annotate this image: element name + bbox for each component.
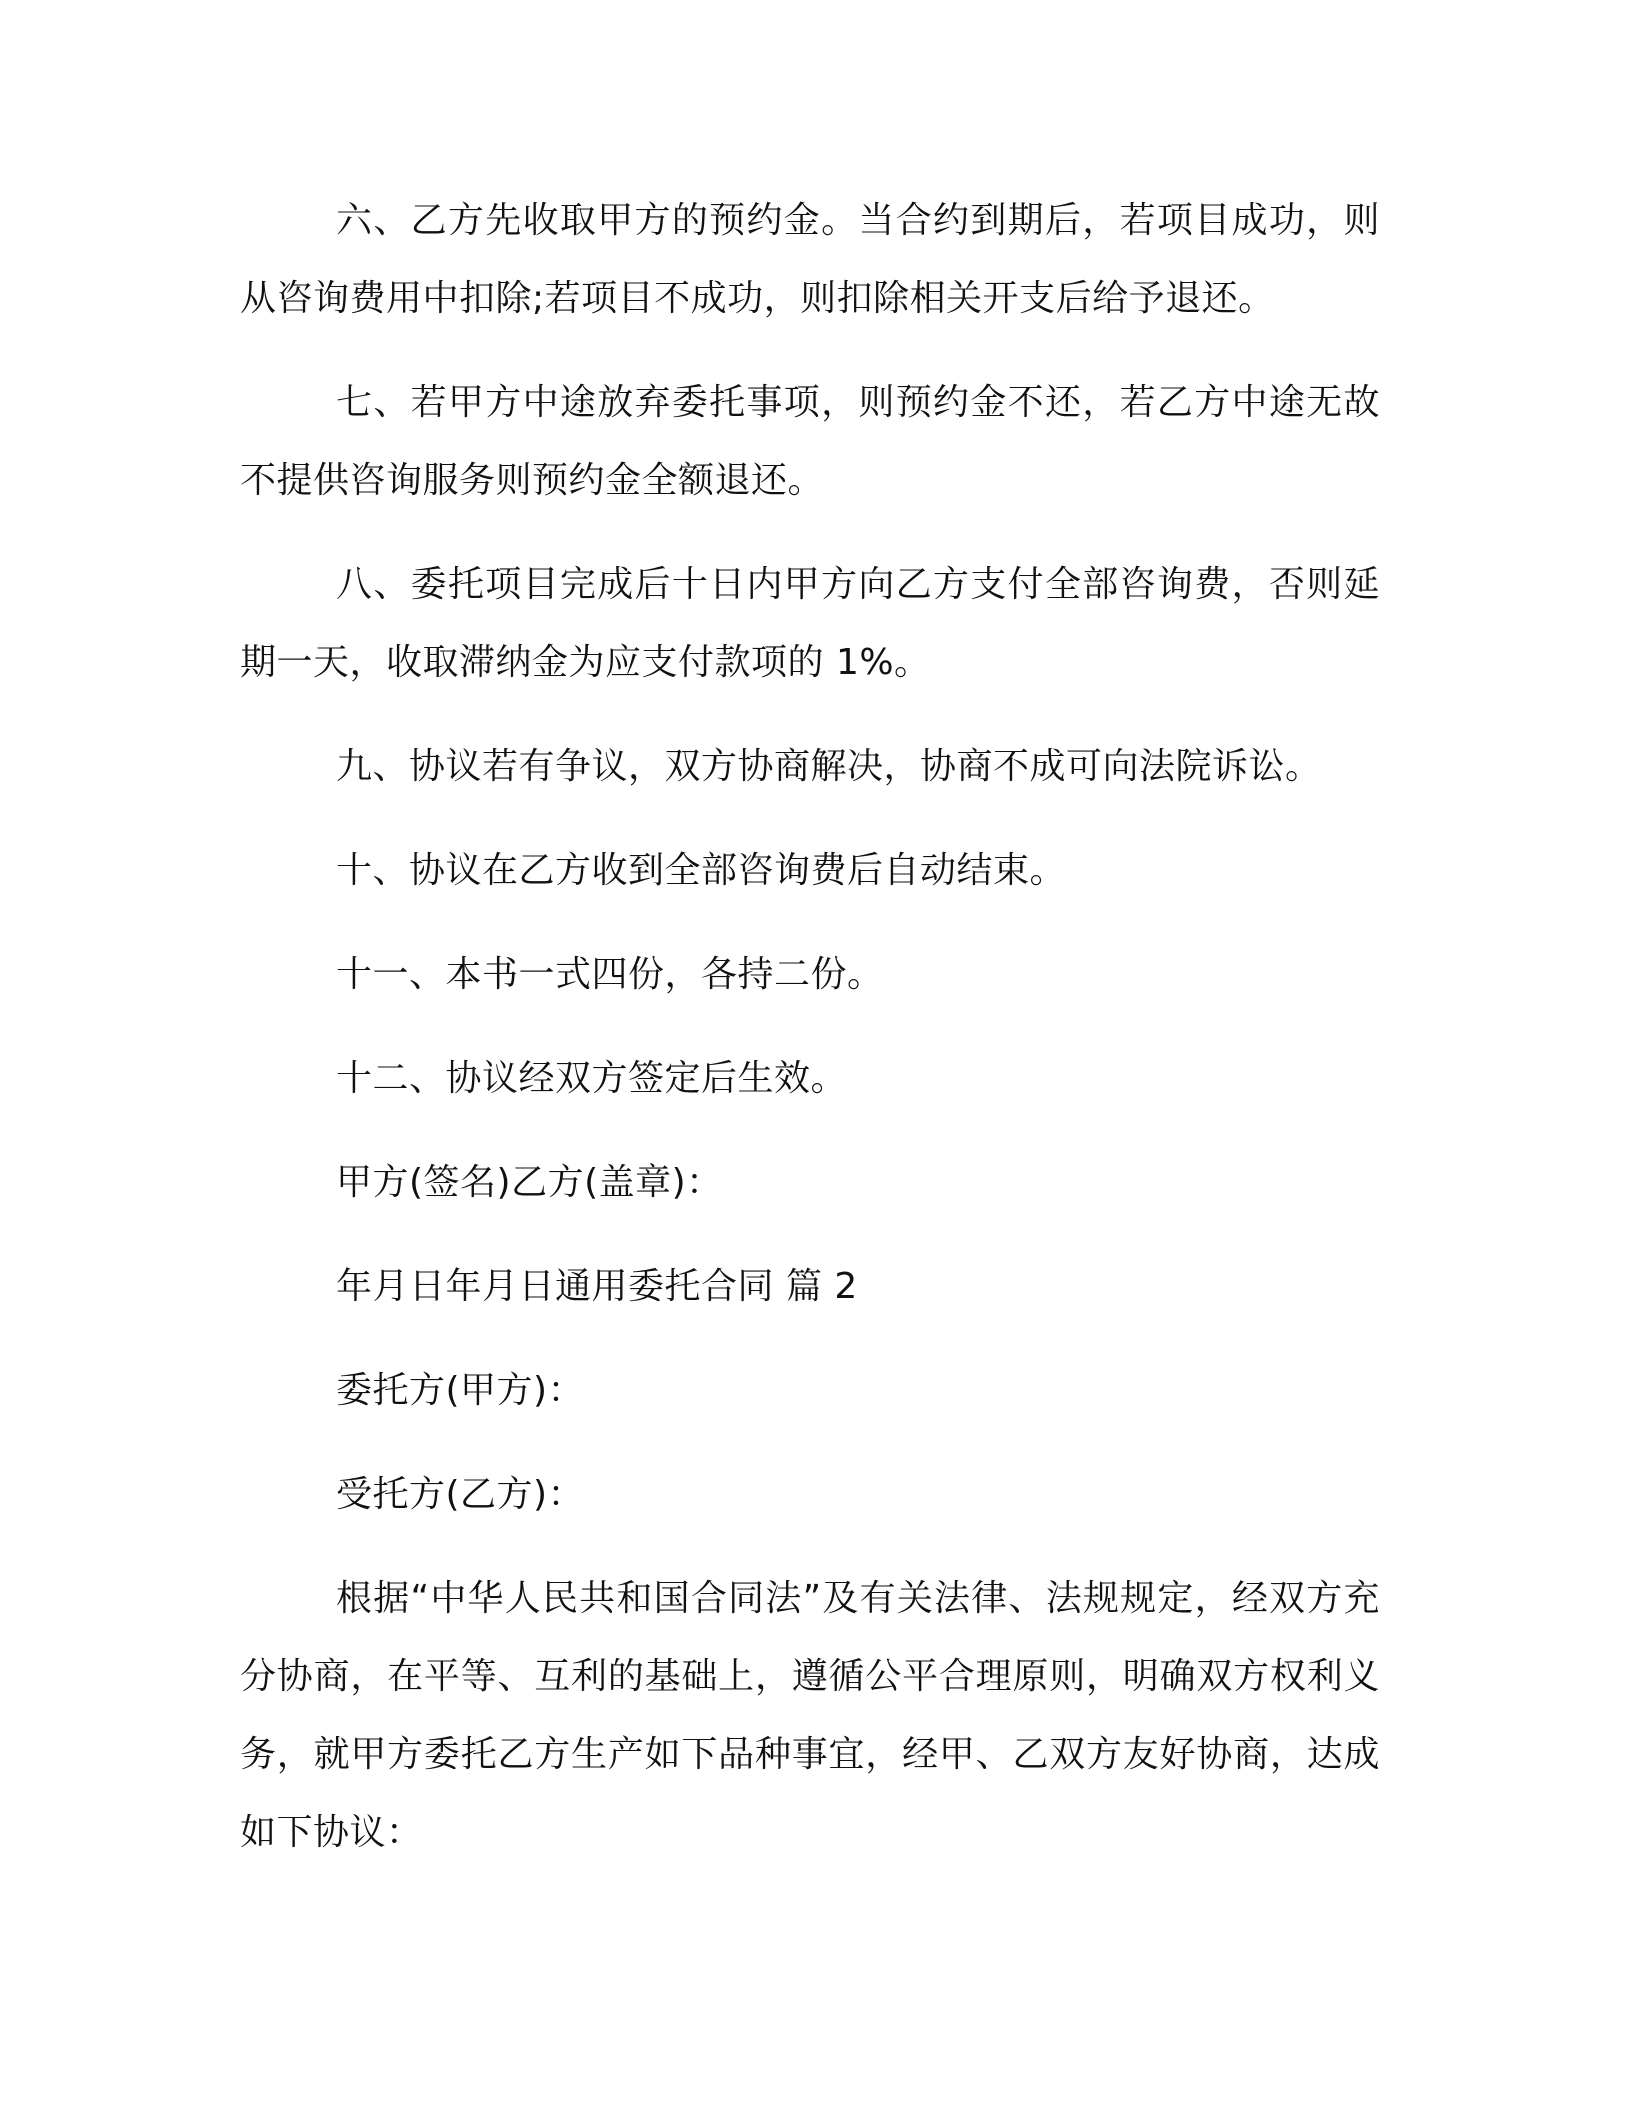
clause-7: 七、若甲方中途放弃委托事项，则预约金不还，若乙方中途无故不提供咨询服务则预约金全额退还。 bbox=[240, 382, 1380, 501]
date-and-section-title: 年月日年月日通用委托合同 篇 2 bbox=[336, 1266, 858, 1307]
preamble-paragraph: 根据“中华人民共和国合同法”及有关法律、法规规定，经双方充分协商，在平等、互利的基础上，遵循公平合理原则，明确双方权利义务，就甲方委托乙方生产如下品种事宜，经甲、乙双方友好协商，达成如下协议： bbox=[240, 1578, 1380, 1853]
clause-8: 八、委托项目完成后十日内甲方向乙方支付全部咨询费，否则延期一天，收取滞纳金为应支付款项的 1%。 bbox=[240, 564, 1380, 683]
signature-line: 甲方(签名)乙方(盖章)： bbox=[336, 1162, 723, 1203]
party-a-line: 委托方(甲方)： bbox=[336, 1370, 585, 1411]
clause-12: 十二、协议经双方签定后生效。 bbox=[336, 1058, 848, 1099]
clause-6: 六、乙方先收取甲方的预约金。当合约到期后，若项目成功，则从咨询费用中扣除;若项目不成功，则扣除相关开支后给予退还。 bbox=[240, 200, 1380, 319]
clause-10: 十、协议在乙方收到全部咨询费后自动结束。 bbox=[336, 850, 1067, 891]
document-body bbox=[240, 182, 1380, 1898]
clause-11: 十一、本书一式四份，各持二份。 bbox=[336, 954, 884, 995]
party-b-line: 受托方(乙方)： bbox=[336, 1474, 585, 1515]
clause-9: 九、协议若有争议，双方协商解决，协商不成可向法院诉讼。 bbox=[336, 746, 1322, 787]
